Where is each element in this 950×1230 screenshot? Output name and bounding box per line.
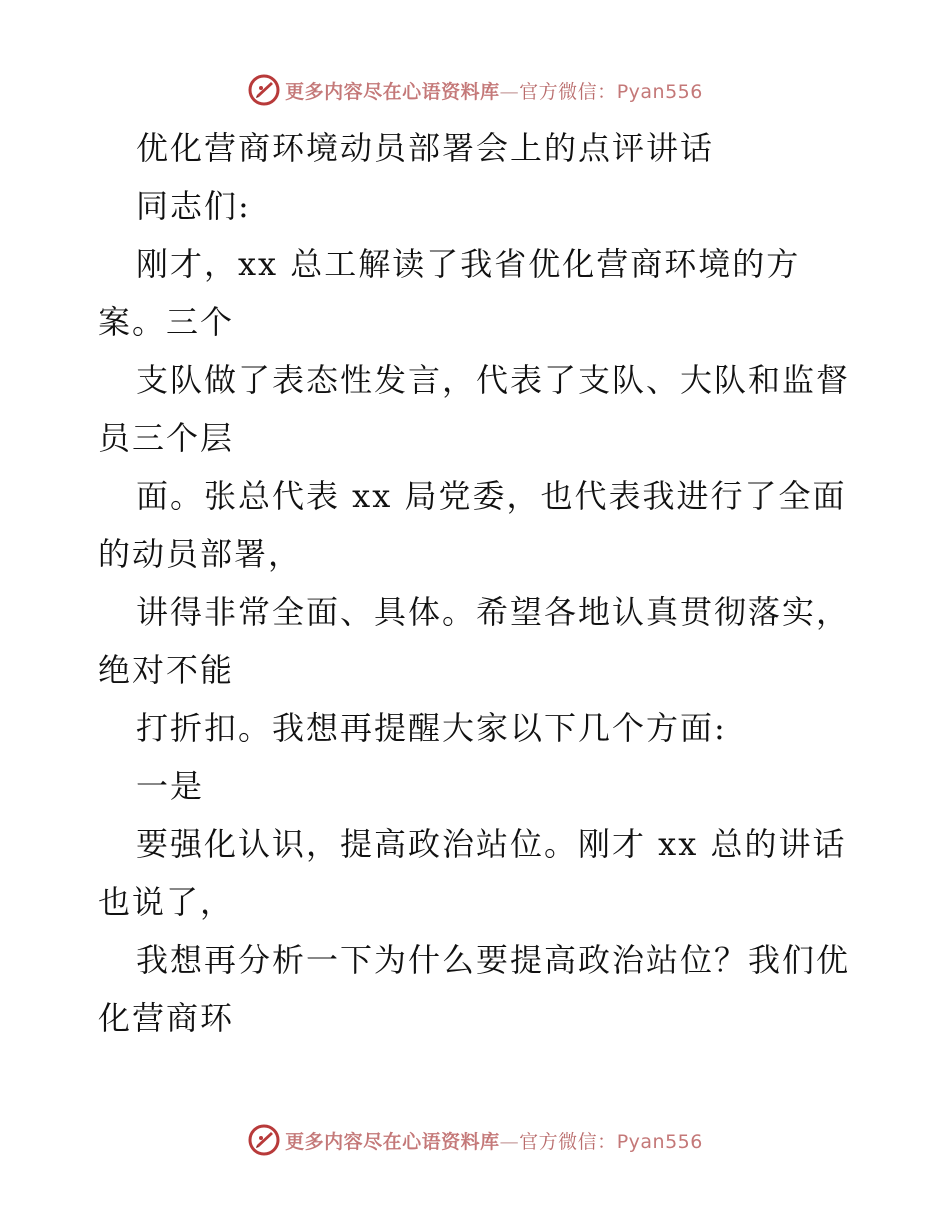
banner-title: 更多内容尽在心语资料库: [285, 80, 500, 103]
paragraph-line: 一是: [136, 767, 205, 805]
paragraph-line: 化营商环: [98, 999, 235, 1037]
paragraph-line: 打折扣。我想再提醒大家以下几个方面:: [136, 709, 727, 747]
banner-wechat-label: 官方微信：: [519, 80, 617, 103]
banner-wechat-id: Pyan556: [616, 1130, 703, 1153]
logo-icon: [247, 1123, 281, 1157]
paragraph-line: 我想再分析一下为什么要提高政治站位？我们优: [136, 941, 851, 979]
paragraph-line: 刚才，xx 总工解读了我省优化营商环境的方: [136, 245, 801, 283]
banner-dash: —: [499, 1130, 520, 1153]
salutation: 同志们:: [136, 187, 251, 225]
paragraph-line: 的动员部署，: [98, 535, 303, 573]
paragraph-line: 案。三个: [98, 303, 235, 341]
banner-wechat-label: 官方微信：: [519, 1130, 617, 1153]
paragraph-line: 支队做了表态性发言，代表了支队、大队和监督: [136, 361, 851, 399]
banner-dash: —: [499, 80, 520, 103]
paragraph-line: 也说了，: [98, 883, 235, 921]
document-title: 优化营商环境动员部署会上的点评讲话: [136, 129, 715, 167]
footer-banner: [0, 1120, 950, 1160]
banner-text: [285, 1127, 703, 1154]
paragraph-line: 绝对不能: [98, 651, 235, 689]
paragraph-line: 员三个层: [98, 419, 235, 457]
paragraph-line: 讲得非常全面、具体。希望各地认真贯彻落实，: [136, 593, 851, 631]
paragraph-line: 要强化认识，提高政治站位。刚才 xx 总的讲话: [136, 825, 847, 863]
paragraph-line: 面。张总代表 xx 局党委，也代表我进行了全面: [136, 477, 847, 515]
banner-title: 更多内容尽在心语资料库: [285, 1130, 500, 1153]
banner-wechat-id: Pyan556: [616, 80, 703, 103]
